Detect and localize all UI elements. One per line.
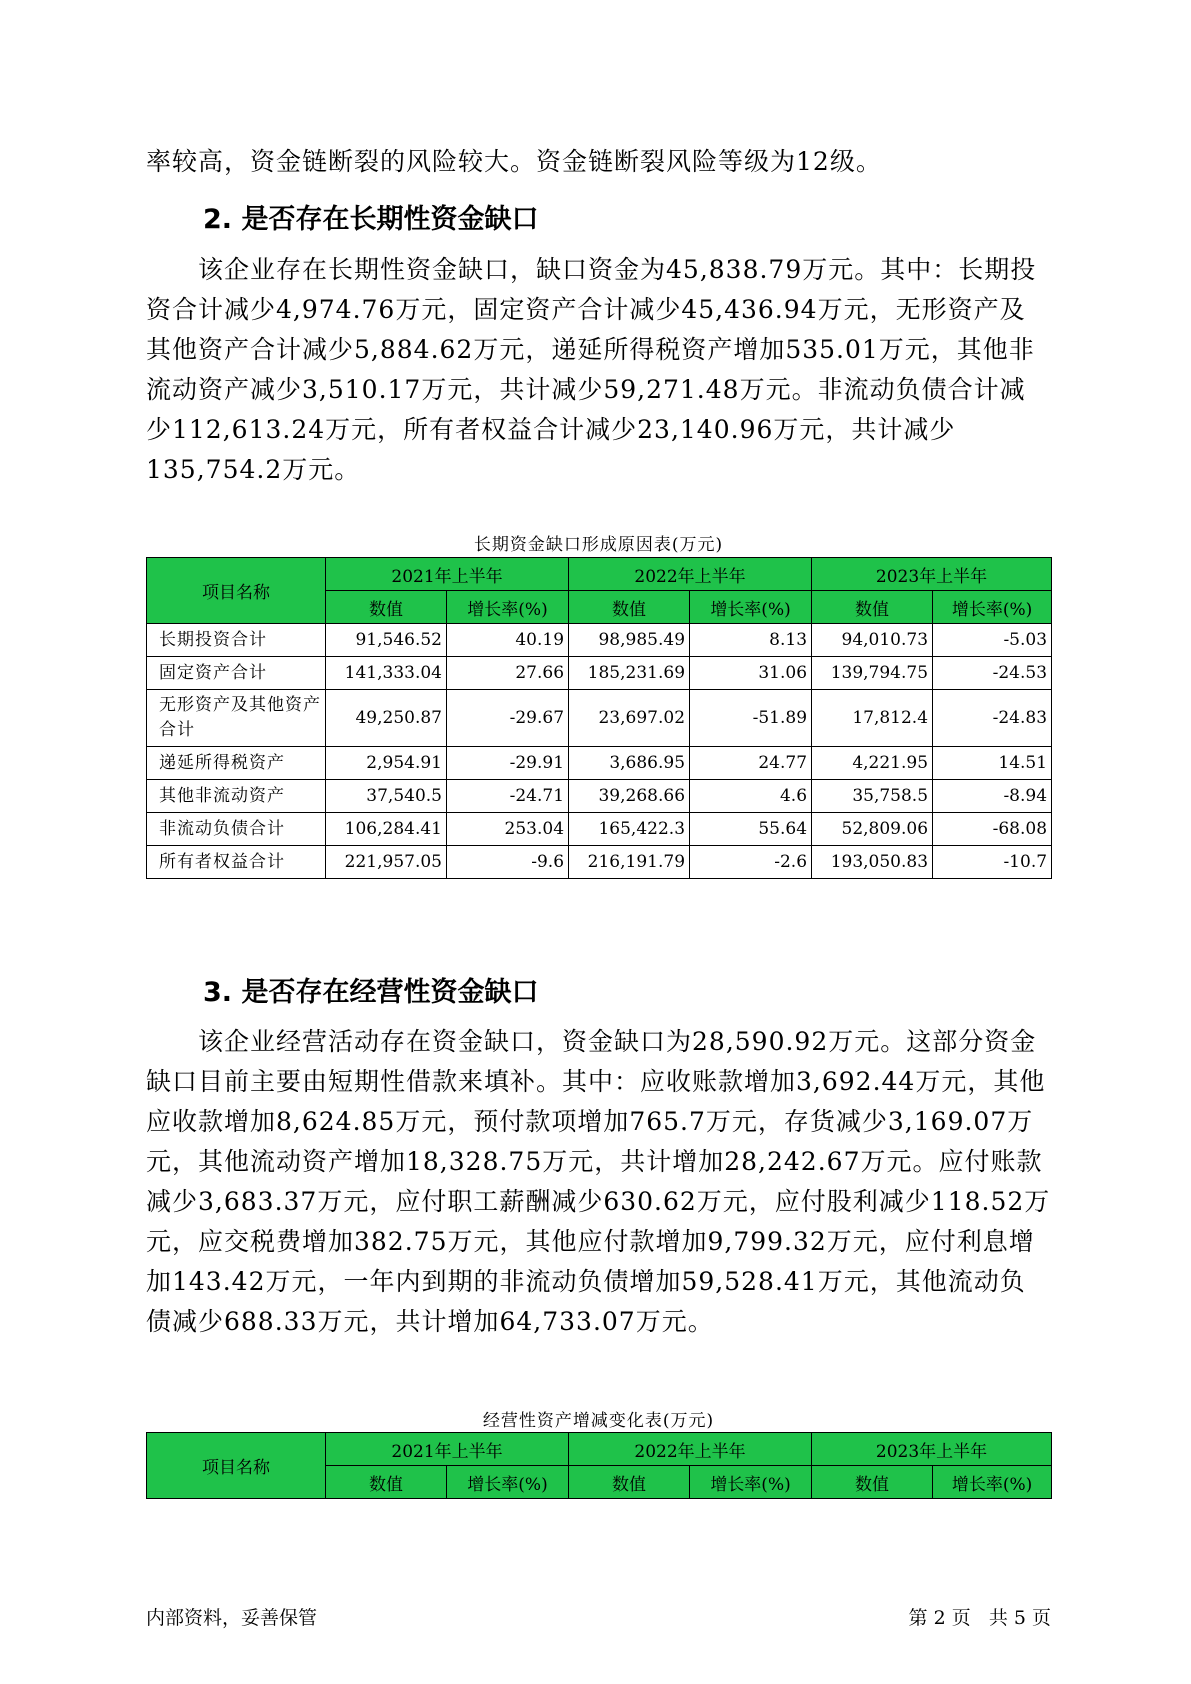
header-growth: 增长率(%) xyxy=(933,1466,1052,1499)
cell-growth-2023: -24.53 xyxy=(933,657,1052,690)
cell-value-2023: 193,050.83 xyxy=(812,846,933,879)
cell-growth-2023: 14.51 xyxy=(933,747,1052,780)
table-row xyxy=(147,813,1052,846)
table1-caption: 长期资金缺口形成原因表(万元) xyxy=(473,535,724,555)
table-row xyxy=(147,624,1052,657)
header-year-2021: 2021年上半年 xyxy=(326,558,569,591)
cell-growth-2022: 31.06 xyxy=(690,657,812,690)
footer-page-number: 第 2 页 共 5 页 xyxy=(908,1607,1051,1629)
cell-growth-2021: 40.19 xyxy=(447,624,569,657)
cell-value-2022: 39,268.66 xyxy=(569,780,690,813)
cell-growth-2021: 27.66 xyxy=(447,657,569,690)
paragraph-operating-gap: 该企业经营活动存在资金缺口，资金缺口为28,590.92万元。这部分资金缺口目前主要由短期性借款来填补。其中：应收账款增加3,692.44万元，其他应收款增加8,624.85万元，预付款项增加765.7万元，存货减少3,169.07万元，其他流动资产增加18,328.75万元，共计增加28,242.67万元。应付账款减少3,683.37万元，应付职工薪酬减少630.62万元，应付股利减少118.52万元，应交税费增加382.75万元，其他应付款增加9,799.32万元，应付利息增加143.42万元，一年内到期的非流动负债增加59,528.41万元，其他流动负债减少688.33万元，共计增加64,733.07万元。 xyxy=(146,1027,1051,1336)
cell-value-2023: 52,809.06 xyxy=(812,813,933,846)
cell-value-2023: 139,794.75 xyxy=(812,657,933,690)
operating-assets-table xyxy=(146,1432,1052,1499)
header-value: 数值 xyxy=(812,591,933,624)
cell-growth-2023: -68.08 xyxy=(933,813,1052,846)
cell-value-2022: 185,231.69 xyxy=(569,657,690,690)
header-value: 数值 xyxy=(812,1466,933,1499)
cell-growth-2022: -2.6 xyxy=(690,846,812,879)
header-growth: 增长率(%) xyxy=(447,1466,569,1499)
cell-value-2022: 3,686.95 xyxy=(569,747,690,780)
cell-growth-2022: 24.77 xyxy=(690,747,812,780)
cell-growth-2021: -9.6 xyxy=(447,846,569,879)
cell-growth-2022: 8.13 xyxy=(690,624,812,657)
header-year-2023: 2023年上半年 xyxy=(812,558,1052,591)
row-name: 递延所得税资产 xyxy=(147,747,326,780)
row-name: 其他非流动资产 xyxy=(147,780,326,813)
cell-value-2021: 221,957.05 xyxy=(326,846,447,879)
long-term-gap-table xyxy=(146,557,1052,879)
cell-growth-2022: -51.89 xyxy=(690,690,812,747)
cell-growth-2023: -5.03 xyxy=(933,624,1052,657)
paragraph-long-term-gap: 该企业存在长期性资金缺口，缺口资金为45,838.79万元。其中：长期投资合计减少4,974.76万元，固定资产合计减少45,436.94万元，无形资产及其他资产合计减少5,884.62万元，递延所得税资产增加535.01万元，其他非流动资产减少3,510.17万元，共计减少59,271.48万元。非流动负债合计减少112,613.24万元，所有者权益合计减少23,140.96万元，共计减少135,754.2万元。 xyxy=(146,255,1037,484)
header-growth: 增长率(%) xyxy=(690,1466,812,1499)
row-name: 非流动负债合计 xyxy=(147,813,326,846)
row-name: 无形资产及其他资产合计 xyxy=(147,690,326,747)
cell-growth-2021: -29.67 xyxy=(447,690,569,747)
cell-value-2021: 37,540.5 xyxy=(326,780,447,813)
cell-growth-2023: -8.94 xyxy=(933,780,1052,813)
header-value: 数值 xyxy=(569,591,690,624)
table2-caption: 经营性资产增减变化表(万元) xyxy=(482,1411,715,1431)
header-year-2021: 2021年上半年 xyxy=(326,1433,569,1466)
header-year-2022: 2022年上半年 xyxy=(569,1433,812,1466)
cell-growth-2023: -10.7 xyxy=(933,846,1052,879)
cell-growth-2023: -24.83 xyxy=(933,690,1052,747)
table-row xyxy=(147,780,1052,813)
cell-value-2023: 17,812.4 xyxy=(812,690,933,747)
cell-value-2021: 91,546.52 xyxy=(326,624,447,657)
header-item-name: 项目名称 xyxy=(147,1433,326,1499)
cell-value-2022: 216,191.79 xyxy=(569,846,690,879)
header-growth: 增长率(%) xyxy=(447,591,569,624)
row-name: 长期投资合计 xyxy=(147,624,326,657)
cell-value-2022: 98,985.49 xyxy=(569,624,690,657)
cell-growth-2021: -29.91 xyxy=(447,747,569,780)
cell-growth-2021: -24.71 xyxy=(447,780,569,813)
header-value: 数值 xyxy=(326,1466,447,1499)
table-row xyxy=(147,690,1052,747)
header-item-name: 项目名称 xyxy=(147,558,326,624)
row-name: 固定资产合计 xyxy=(147,657,326,690)
cell-value-2021: 2,954.91 xyxy=(326,747,447,780)
cell-growth-2022: 4.6 xyxy=(690,780,812,813)
section-heading-2: 2. 是否存在长期性资金缺口 xyxy=(203,204,539,235)
header-growth: 增长率(%) xyxy=(690,591,812,624)
cell-value-2023: 94,010.73 xyxy=(812,624,933,657)
header-year-2022: 2022年上半年 xyxy=(569,558,812,591)
header-value: 数值 xyxy=(569,1466,690,1499)
cell-value-2022: 165,422.3 xyxy=(569,813,690,846)
table-row xyxy=(147,747,1052,780)
cell-value-2023: 4,221.95 xyxy=(812,747,933,780)
table-row xyxy=(147,657,1052,690)
row-name: 所有者权益合计 xyxy=(147,846,326,879)
header-growth: 增长率(%) xyxy=(933,591,1052,624)
cell-value-2021: 106,284.41 xyxy=(326,813,447,846)
paragraph-continuation: 率较高，资金链断裂的风险较大。资金链断裂风险等级为12级。 xyxy=(146,147,882,176)
header-year-2023: 2023年上半年 xyxy=(812,1433,1052,1466)
cell-growth-2021: 253.04 xyxy=(447,813,569,846)
cell-value-2021: 49,250.87 xyxy=(326,690,447,747)
table-row xyxy=(147,846,1052,879)
header-value: 数值 xyxy=(326,591,447,624)
cell-value-2023: 35,758.5 xyxy=(812,780,933,813)
cell-value-2022: 23,697.02 xyxy=(569,690,690,747)
footer-confidential: 内部资料，妥善保管 xyxy=(146,1607,318,1629)
section-heading-3: 3. 是否存在经营性资金缺口 xyxy=(203,977,539,1008)
cell-growth-2022: 55.64 xyxy=(690,813,812,846)
cell-value-2021: 141,333.04 xyxy=(326,657,447,690)
